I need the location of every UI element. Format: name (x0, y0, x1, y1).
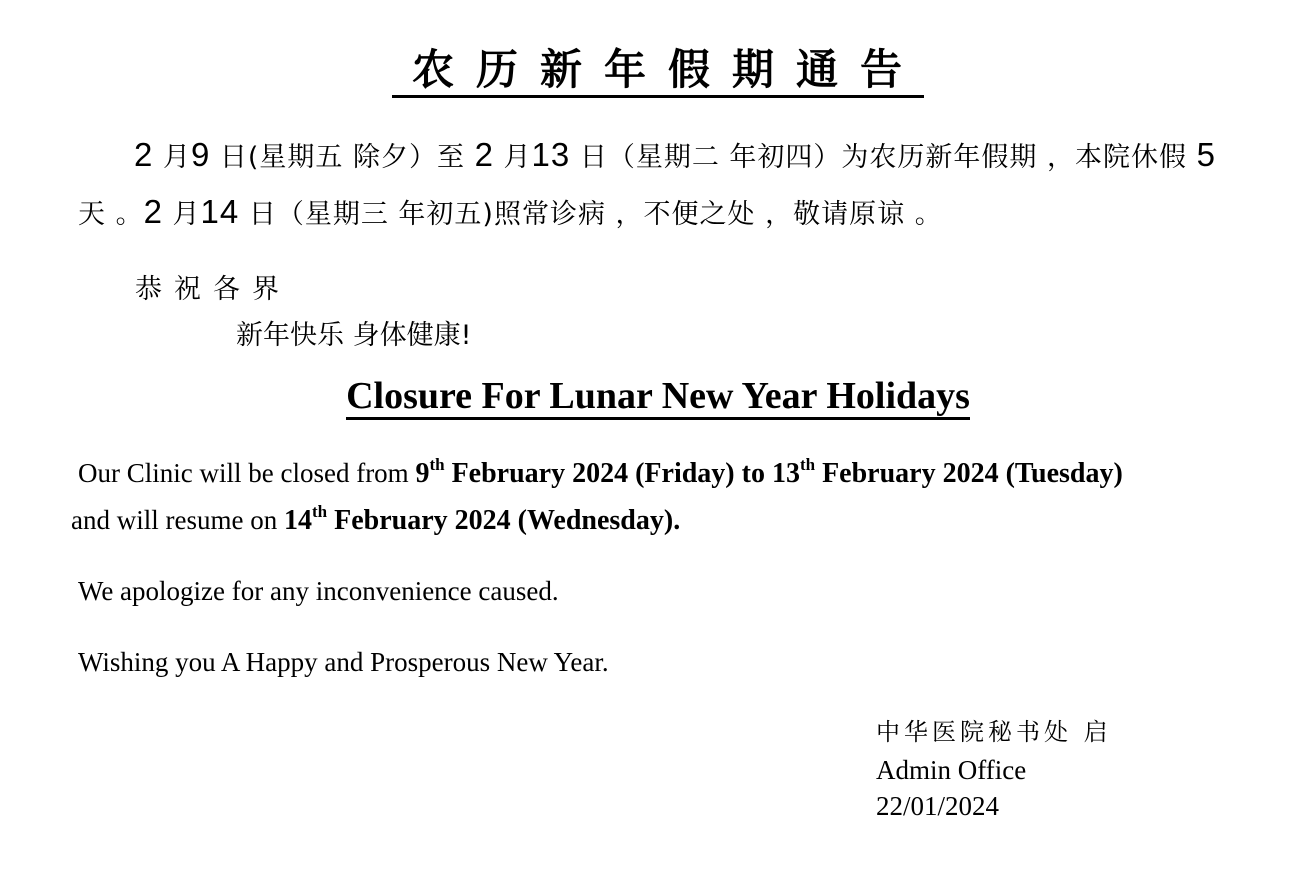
chinese-body-paragraph (78, 128, 1218, 242)
wishes-paragraph: Wishing you A Happy and Prosperous New Year. (78, 647, 609, 677)
chinese-greeting-line2: 新年快乐 身体健康! (236, 320, 472, 351)
date-text: February 2024 (Wednesday). (327, 505, 681, 536)
holiday-days-number: 5 (1196, 136, 1216, 173)
closure-dates-bold (415, 455, 1123, 489)
english-title (0, 372, 1316, 420)
chinese-greeting-line1: 恭祝各界 (135, 274, 291, 305)
closure-text: and will resume on (71, 505, 284, 535)
date-number: 13 (531, 136, 571, 173)
signature-block (876, 712, 1276, 824)
signature-date: 22/01/2024 (876, 791, 1000, 821)
closure-text: Our Clinic will be closed from (78, 458, 416, 488)
chinese-title-text: 农历新年假期通告 (392, 45, 924, 98)
chinese-title (0, 42, 1316, 98)
signature-chinese: 中华医院秘书处 启 (876, 718, 1112, 746)
date-text: 9 (415, 458, 430, 489)
chinese-text: 天 。 (78, 199, 144, 230)
apology-paragraph: We apologize for any inconvenience caused. (78, 576, 559, 606)
date-text: February 2024 (Friday) to 13 (444, 458, 800, 489)
date-number: 2 (134, 136, 154, 173)
ordinal-suffix: th (799, 455, 816, 474)
chinese-text: 月 (493, 142, 532, 173)
chinese-text: 月 (153, 142, 191, 173)
ordinal-suffix: th (311, 502, 328, 521)
chinese-text: 月 (162, 199, 201, 230)
closure-paragraph (71, 450, 1238, 544)
english-title-text: Closure For Lunar New Year Holidays (346, 375, 970, 420)
date-number: 2 (474, 136, 494, 173)
signature-office: Admin Office (876, 755, 1027, 785)
chinese-text: 日(星期五 除夕）至 (210, 142, 475, 173)
date-number: 9 (190, 136, 211, 173)
chinese-text: 日（星期三 年初五)照常诊病 ，不便之处 ，敬请原谅 。 (239, 199, 943, 230)
ordinal-suffix: th (429, 455, 445, 474)
resume-date-bold (283, 502, 681, 536)
chinese-text: 日（星期二 年初四）为农历新年假期 ，本院休假 (570, 142, 1197, 173)
date-text: February 2024 (Tuesday) (815, 458, 1123, 489)
date-number: 14 (200, 193, 240, 230)
date-number: 2 (143, 193, 163, 230)
date-text: 14 (283, 505, 312, 536)
